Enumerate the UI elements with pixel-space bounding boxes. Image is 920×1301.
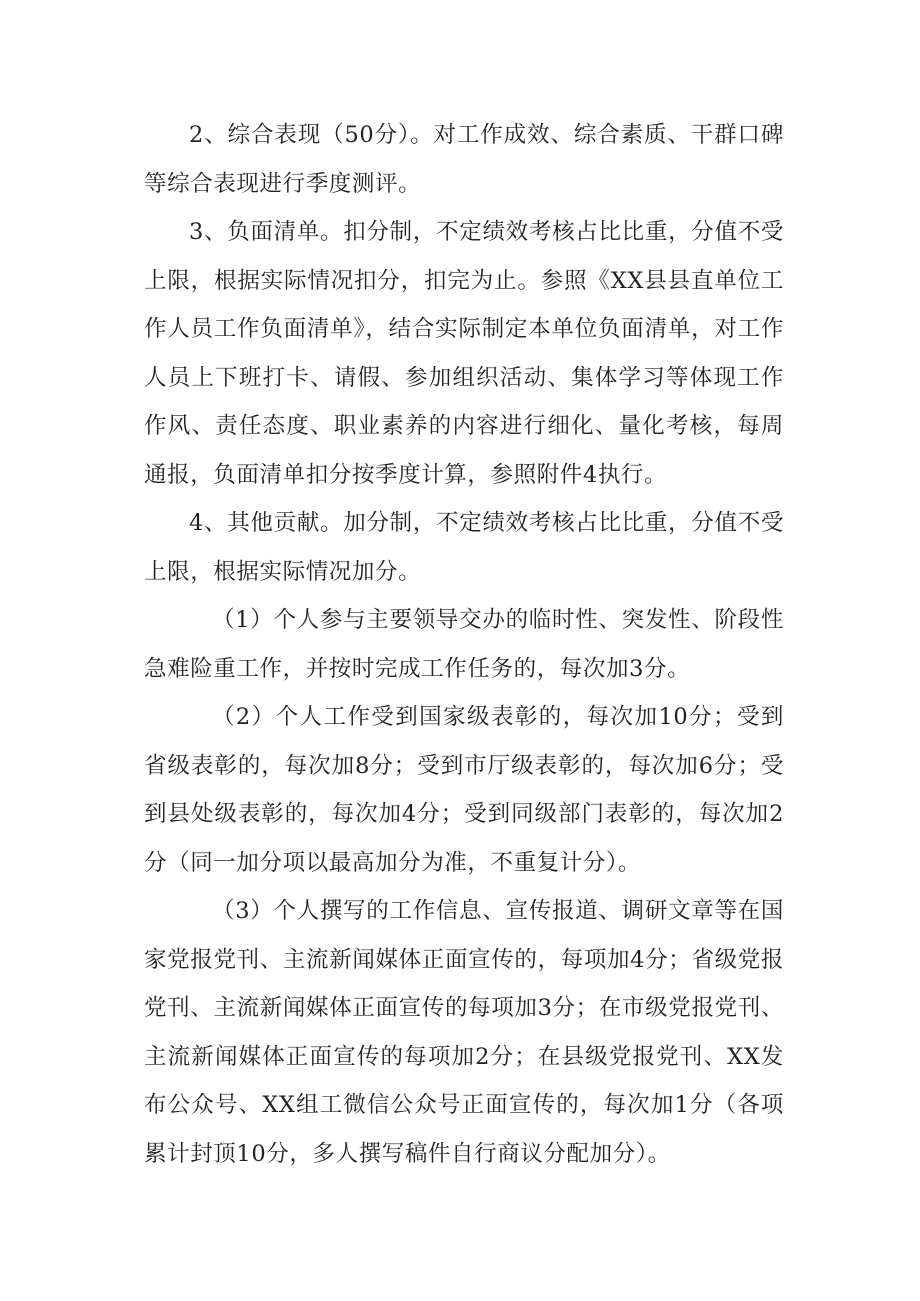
paragraph-item-2: 2、综合表现（50分）。对工作成效、综合素质、干群口碑等综合表现进行季度测评。	[144, 122, 784, 197]
paragraph-item-4-2: （2）个人工作受到国家级表彰的，每次加10分；受到省级表彰的，每次加8分；受到市厅级表彰的，每次加6分；受到县处级表彰的，每次加4分；受到同级部门表彰的，每次加2分（同一加分项以最高加分为准，不重复计分）。	[144, 704, 784, 876]
paragraph-item-4-1: （1）个人参与主要领导交办的临时性、突发性、阶段性急难险重工作，并按时完成工作任务的，每次加3分。	[144, 607, 784, 682]
paragraph-item-3: 3、负面清单。扣分制，不定绩效考核占比比重，分值不受上限，根据实际情况扣分，扣完为止。参照《XX县县直单位工作人员工作负面清单》，结合实际制定本单位负面清单，对工作人员上下班打卡、请假、参加组织活动、集体学习等体现工作作风、责任态度、职业素养的内容进行细化、量化考核，每周通报，负面清单扣分按季度计算，参照附件4执行。	[144, 219, 784, 488]
document-body	[144, 111, 784, 1178]
paragraph-item-4-3: （3）个人撰写的工作信息、宣传报道、调研文章等在国家党报党刊、主流新闻媒体正面宣传的，每项加4分；省级党报党刊、主流新闻媒体正面宣传的每项加3分；在市级党报党刊、主流新闻媒体正面宣传的每项加2分；在县级党报党刊、XX发布公众号、XX组工微信公众号正面宣传的，每次加1分（各项累计封顶10分，多人撰写稿件自行商议分配加分）。	[144, 898, 784, 1167]
paragraph-item-4: 4、其他贡献。加分制，不定绩效考核占比比重，分值不受上限，根据实际情况加分。	[144, 510, 784, 585]
